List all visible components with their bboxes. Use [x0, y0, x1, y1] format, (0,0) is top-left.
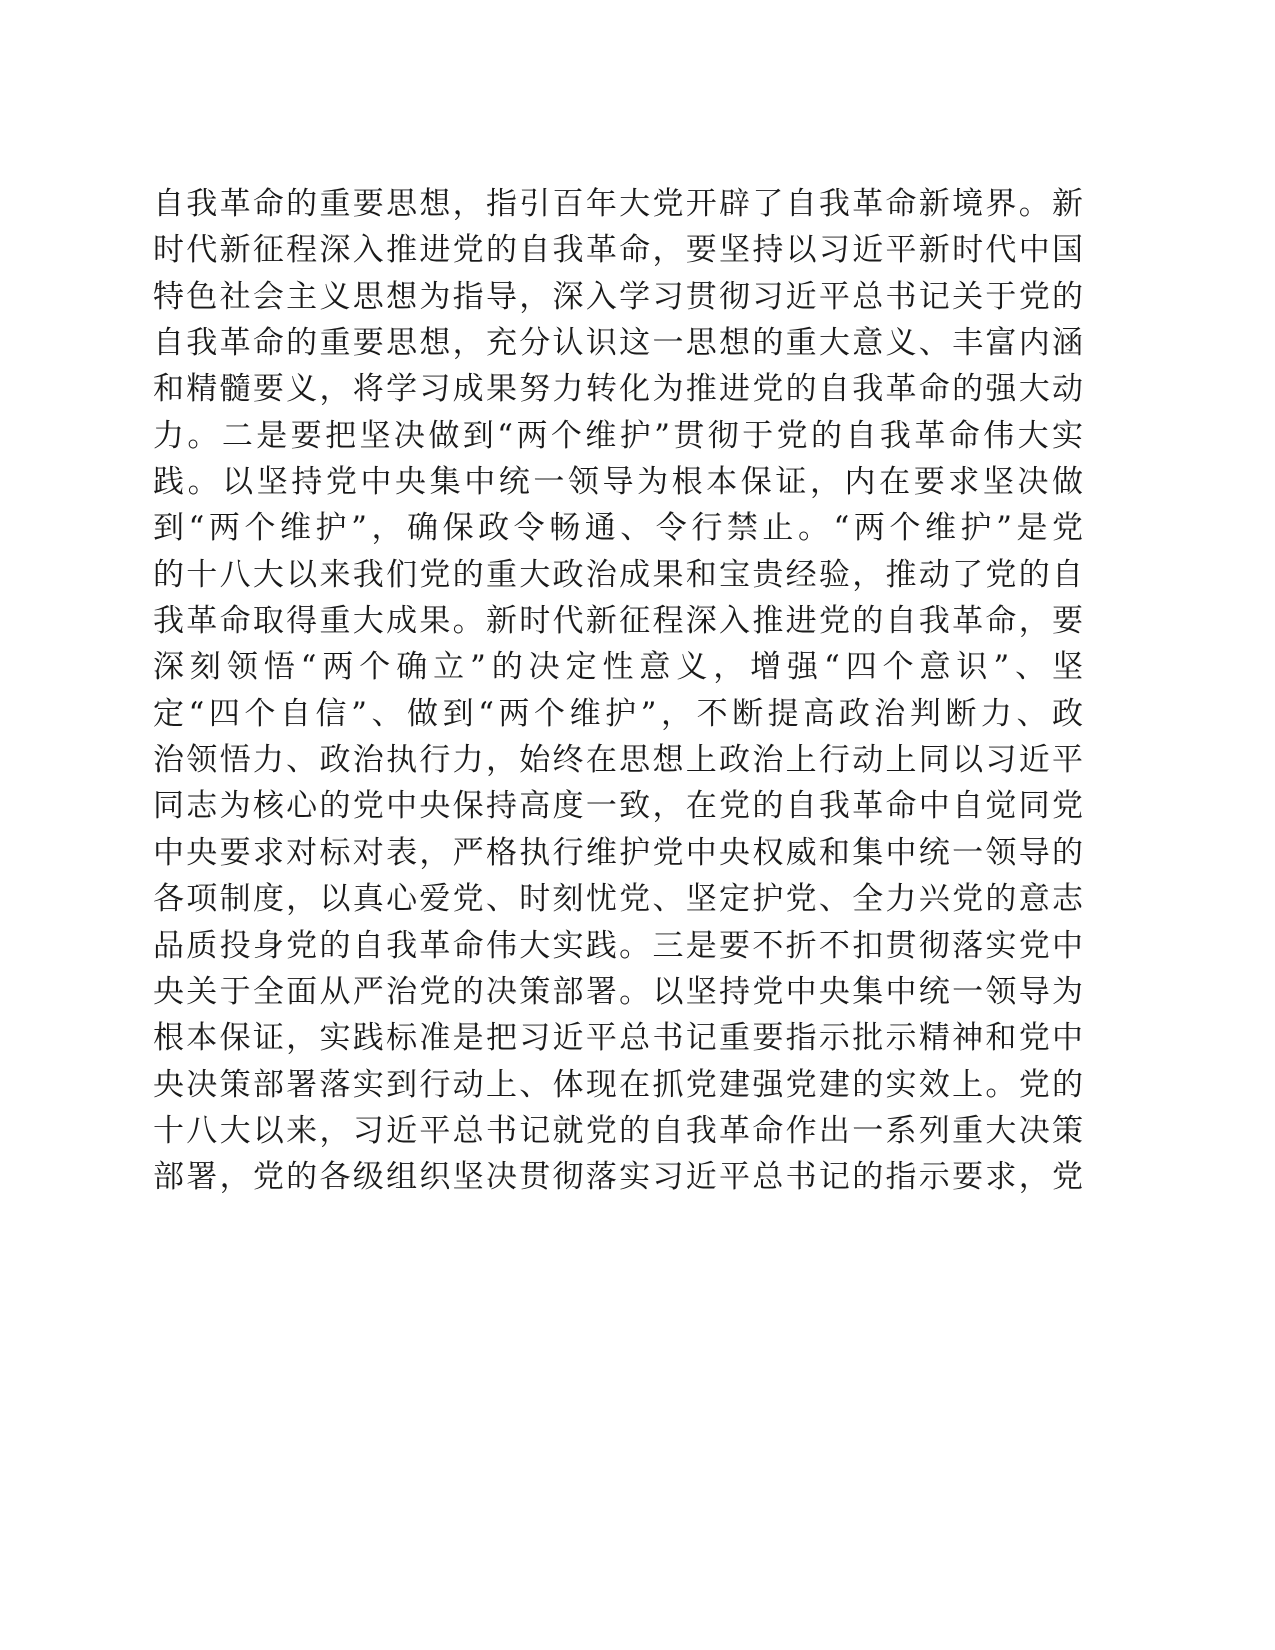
text-line: 和精髓要义，将学习成果努力转化为推进党的自我革命的强大动: [153, 371, 1083, 408]
text-line: 我革命取得重大成果。新时代新征程深入推进党的自我革命，要: [153, 603, 1083, 640]
text-line: 治领悟力、政治执行力，始终在思想上政治上行动上同以习近平: [153, 742, 1083, 779]
text-line: 央决策部署落实到行动上、体现在抓党建强党建的实效上。党的: [153, 1066, 1083, 1103]
text-line: 十八大以来，习近平总书记就党的自我革命作出一系列重大决策: [153, 1112, 1083, 1149]
text-line: 到“两个维护”，确保政令畅通、令行禁止。“两个维护”是党: [153, 510, 1083, 547]
text-line: 自我革命的重要思想，指引百年大党开辟了自我革命新境界。新: [153, 186, 1083, 222]
text-line: 力。二是要把坚决做到“两个维护”贯彻于党的自我革命伟大实: [153, 417, 1083, 454]
text-line: 定“四个自信”、做到“两个维护”，不断提高政治判断力、政: [153, 695, 1083, 732]
text-line: 深刻领悟“两个确立”的决定性意义，增强“四个意识”、坚: [153, 649, 1083, 686]
text-line: 部署，党的各级组织坚决贯彻落实习近平总书记的指示要求，党: [153, 1159, 1083, 1196]
text-line: 特色社会主义思想为指导，深入学习贯彻习近平总书记关于党的: [153, 278, 1083, 315]
text-line: 自我革命的重要思想，充分认识这一思想的重大意义、丰富内涵: [153, 325, 1083, 362]
body-text: [153, 181, 1083, 1201]
text-line: 各项制度，以真心爱党、时刻忧党、坚定护党、全力兴党的意志: [153, 881, 1083, 918]
text-line: 的十八大以来我们党的重大政治成果和宝贵经验，推动了党的自: [153, 556, 1083, 593]
text-line: 践。以坚持党中央集中统一领导为根本保证，内在要求坚决做: [153, 464, 1083, 501]
text-line: 中央要求对标对表，严格执行维护党中央权威和集中统一领导的: [153, 834, 1083, 871]
text-line: 品质投身党的自我革命伟大实践。三是要不折不扣贯彻落实党中: [153, 927, 1083, 964]
text-line: 时代新征程深入推进党的自我革命，要坚持以习近平新时代中国: [153, 232, 1083, 269]
text-line: 央关于全面从严治党的决策部署。以坚持党中央集中统一领导为: [153, 973, 1083, 1010]
text-line: 同志为核心的党中央保持高度一致，在党的自我革命中自觉同党: [153, 788, 1083, 825]
text-line: 根本保证，实践标准是把习近平总书记重要指示批示精神和党中: [153, 1020, 1083, 1057]
